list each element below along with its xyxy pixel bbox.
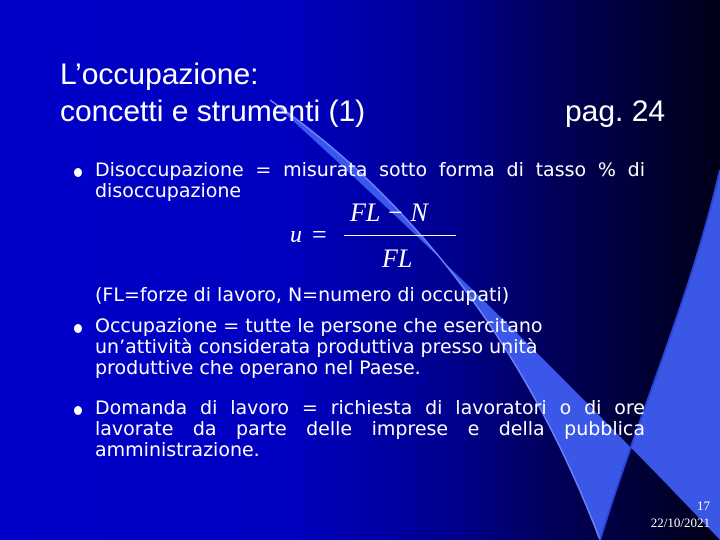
page-reference: pag. 24	[565, 95, 666, 128]
fraction-bar	[344, 235, 456, 236]
bullet-dot-1	[74, 168, 82, 177]
formula-numerator: FL − N	[350, 198, 428, 227]
slide-title	[60, 56, 365, 130]
formula-legend-note: (FL=forze di lavoro, N=numero di occupati)	[95, 284, 510, 306]
unemployment-rate-formula	[288, 198, 468, 278]
formula-denominator: FL	[382, 244, 413, 273]
slide-title-line-2: concetti e strumenti (1)	[60, 95, 366, 128]
bullet-text-1: Disoccupazione = misurata sotto forma di tasso % di disoccupazione	[95, 159, 645, 202]
bullet-text-2: Occupazione = tutte le persone che esercitano un’attività considerata produttiva presso unità produttive che operano nel Paese.	[95, 315, 543, 379]
bullet-text-3: Domanda di lavoro = richiesta di lavoratori o di ore lavorate da parte delle imprese e della pubblica amministrazione.	[95, 397, 645, 461]
bullet-dot-3	[74, 406, 82, 415]
formula-equals: =	[312, 220, 327, 249]
slide-title-line-1: L’occupazione:	[60, 58, 259, 91]
slide-number: 17	[697, 498, 710, 513]
slide-date: 22/10/2021	[650, 515, 710, 530]
bullet-dot-2	[74, 324, 82, 333]
formula-variable: u	[290, 222, 302, 248]
